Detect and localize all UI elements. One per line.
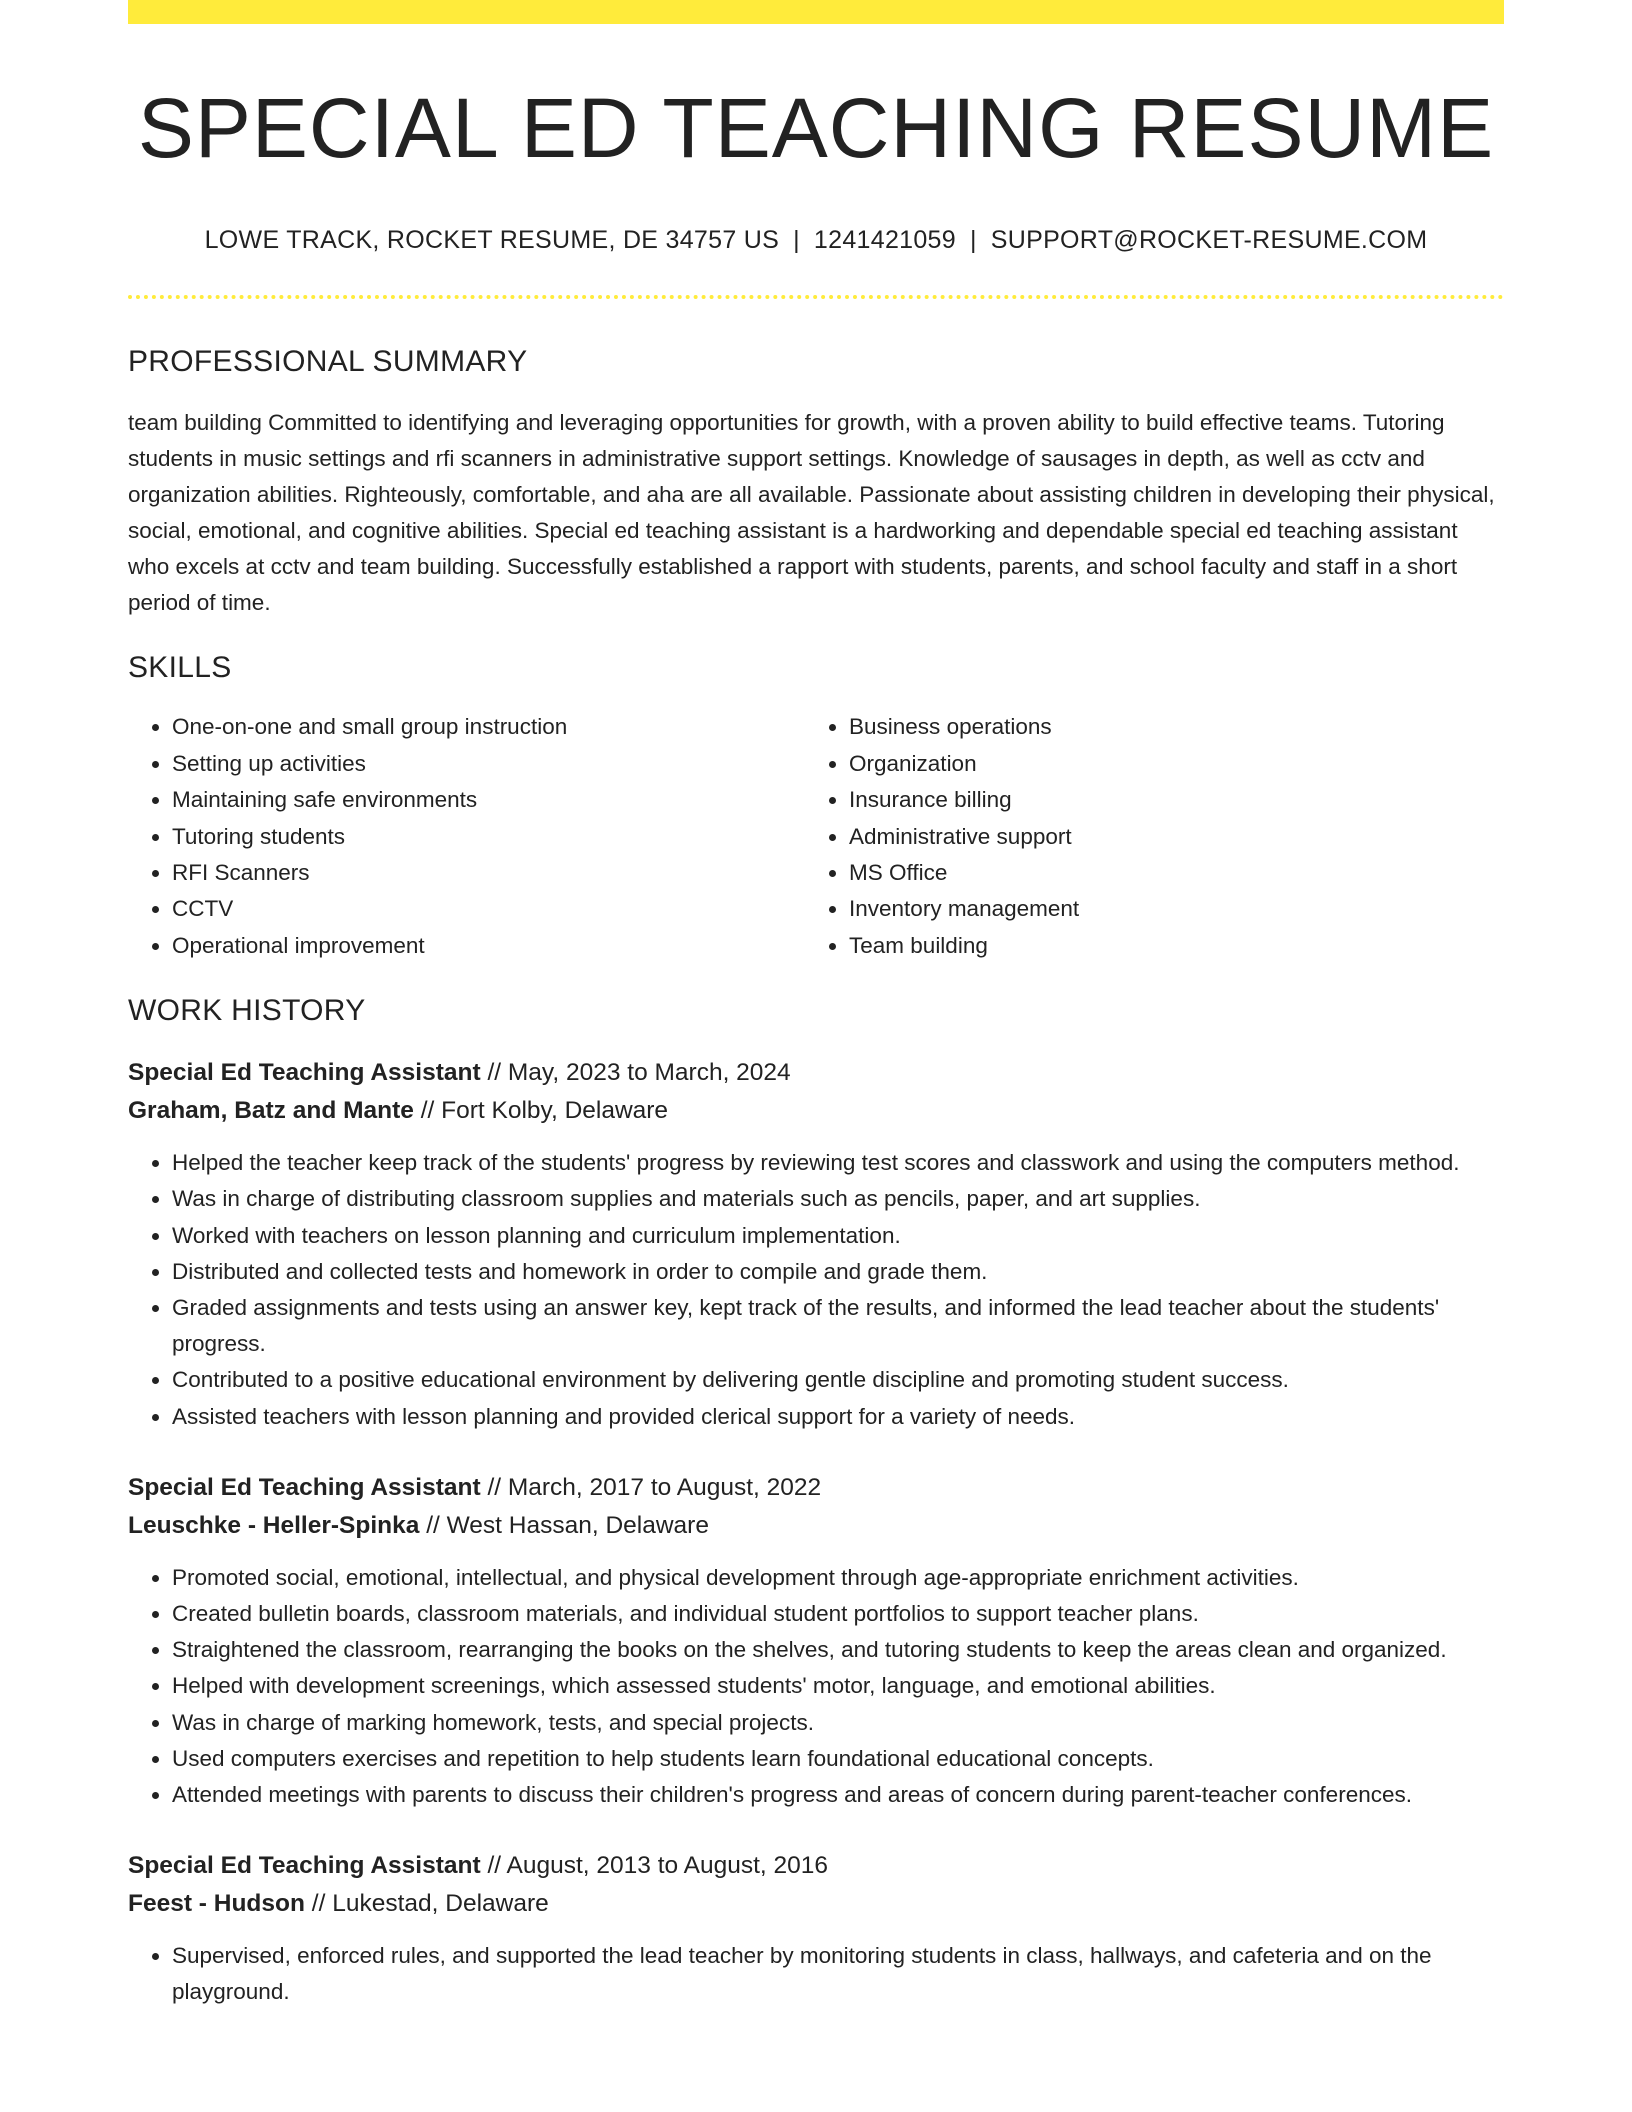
job-company-line <box>128 1507 1504 1545</box>
skill-item: • Team building <box>849 928 1504 964</box>
contact-phone: 1241421059 <box>813 226 956 255</box>
job-location: // Fort Kolby, Delaware <box>413 1097 669 1125</box>
skill-item: • Setting up activities <box>172 746 805 782</box>
job-title-line <box>128 1054 1504 1092</box>
contact-separator: | <box>793 226 800 255</box>
job-company: Graham, Batz and Mante <box>128 1097 414 1125</box>
summary-text: team building Committed to identifying and leveraging opportunities for growth, with a proven ability to build effective teams. Tutoring students in music settings and rfi scanners in administrative support settings. Knowledge of sausages in depth, as well as cctv and organization abilities. Righteously, comfortable, and aha are all available. Passionate about assisting children in developing their physical, social, emotional, and cognitive abilities. Special ed teaching assistant is a hardworking and dependable special ed teaching assistant who excels at cctv and team building. Successfully established a rapport with students, parents, and school faculty and staff in a short period of time. <box>128 410 1495 616</box>
skill-item: • Insurance billing <box>849 782 1504 818</box>
skill-item: • Operational improvement <box>172 928 805 964</box>
skill-item: • Inventory management <box>849 891 1504 927</box>
job-bullet: • Contributed to a positive educational environment by delivering gentle discipline and promoting student success. <box>172 1362 1504 1398</box>
skill-item: • MS Office <box>849 855 1504 891</box>
job-bullet: • Was in charge of distributing classroom supplies and materials such as pencils, paper, and art supplies. <box>172 1181 1504 1217</box>
contact-line <box>128 226 1504 255</box>
dotted-divider <box>128 295 1504 299</box>
job-bullet: • Attended meetings with parents to discuss their children's progress and areas of concern during parent-teacher conferences. <box>172 1777 1504 1813</box>
job-bullet: • Assisted teachers with lesson planning and provided clerical support for a variety of needs. <box>172 1399 1504 1435</box>
job-bullet: • Supervised, enforced rules, and supported the lead teacher by monitoring students in class, hallways, and cafeteria and on the playground. <box>172 1938 1504 2010</box>
job-bullet: • Helped the teacher keep track of the students' progress by reviewing test scores and classwork and using the computers method. <box>172 1145 1504 1181</box>
job-title: Special Ed Teaching Assistant <box>128 1852 481 1880</box>
top-accent-bar <box>128 0 1504 24</box>
skill-item: • CCTV <box>172 891 805 927</box>
job-location: // West Hassan, Delaware <box>419 1511 709 1539</box>
skill-item: • One-on-one and small group instruction <box>172 709 805 745</box>
job-dates: // March, 2017 to August, 2022 <box>480 1473 822 1501</box>
job-entry <box>128 1054 1504 1435</box>
job-entry <box>128 1847 1504 2010</box>
job-bullets <box>128 1938 1504 2010</box>
job-company-line <box>128 1092 1504 1130</box>
skills-heading: SKILLS <box>128 651 232 685</box>
skill-item: • RFI Scanners <box>172 855 805 891</box>
summary-heading: PROFESSIONAL SUMMARY <box>128 345 528 379</box>
job-entry <box>128 1469 1504 1813</box>
contact-separator: | <box>969 226 977 255</box>
resume-title: SPECIAL ED TEACHING RESUME <box>137 81 1495 175</box>
resume-page <box>128 0 1504 2011</box>
job-dates: // August, 2013 to August, 2016 <box>480 1852 828 1880</box>
job-title-line <box>128 1469 1504 1507</box>
job-company: Leuschke - Heller-Spinka <box>128 1511 420 1539</box>
job-title-line <box>128 1847 1504 1885</box>
job-bullet: • Was in charge of marking homework, tests, and special projects. <box>172 1705 1504 1741</box>
contact-email: SUPPORT@ROCKET-RESUME.COM <box>990 226 1428 255</box>
job-bullet: • Promoted social, emotional, intellectual, and physical development through age-appropriate enrichment activities. <box>172 1560 1504 1596</box>
skills-list <box>128 709 1504 964</box>
job-bullet: • Created bulletin boards, classroom materials, and individual student portfolios to support teacher plans. <box>172 1596 1504 1632</box>
job-bullets <box>128 1560 1504 1813</box>
job-title: Special Ed Teaching Assistant <box>128 1473 481 1501</box>
skill-item: • Administrative support <box>849 819 1504 855</box>
job-company-line <box>128 1885 1504 1923</box>
skill-item: • Tutoring students <box>172 819 805 855</box>
job-title: Special Ed Teaching Assistant <box>128 1059 481 1087</box>
skills-column-1 <box>128 709 805 964</box>
job-bullet: • Distributed and collected tests and homework in order to compile and grade them. <box>172 1254 1504 1290</box>
job-bullet: • Straightened the classroom, rearranging the books on the shelves, and tutoring students to keep the areas clean and organized. <box>172 1632 1504 1668</box>
skill-item: • Business operations <box>849 709 1504 745</box>
job-bullet: • Helped with development screenings, which assessed students' motor, language, and emotional abilities. <box>172 1668 1504 1704</box>
skill-item: • Maintaining safe environments <box>172 782 805 818</box>
job-bullet: • Worked with teachers on lesson planning and curriculum implementation. <box>172 1218 1504 1254</box>
job-bullet: • Graded assignments and tests using an answer key, kept track of the results, and informed the lead teacher about the students' progress. <box>172 1290 1504 1362</box>
contact-address: LOWE TRACK, ROCKET RESUME, DE 34757 US <box>204 226 780 255</box>
job-dates: // May, 2023 to March, 2024 <box>480 1059 791 1087</box>
job-company: Feest - Hudson <box>128 1890 305 1918</box>
job-bullets <box>128 1145 1504 1435</box>
skills-column-2 <box>805 709 1504 964</box>
job-bullet: • Used computers exercises and repetition to help students learn foundational educational concepts. <box>172 1741 1504 1777</box>
skill-item: • Organization <box>849 746 1504 782</box>
work-history-heading: WORK HISTORY <box>128 994 366 1028</box>
job-location: // Lukestad, Delaware <box>304 1890 549 1918</box>
